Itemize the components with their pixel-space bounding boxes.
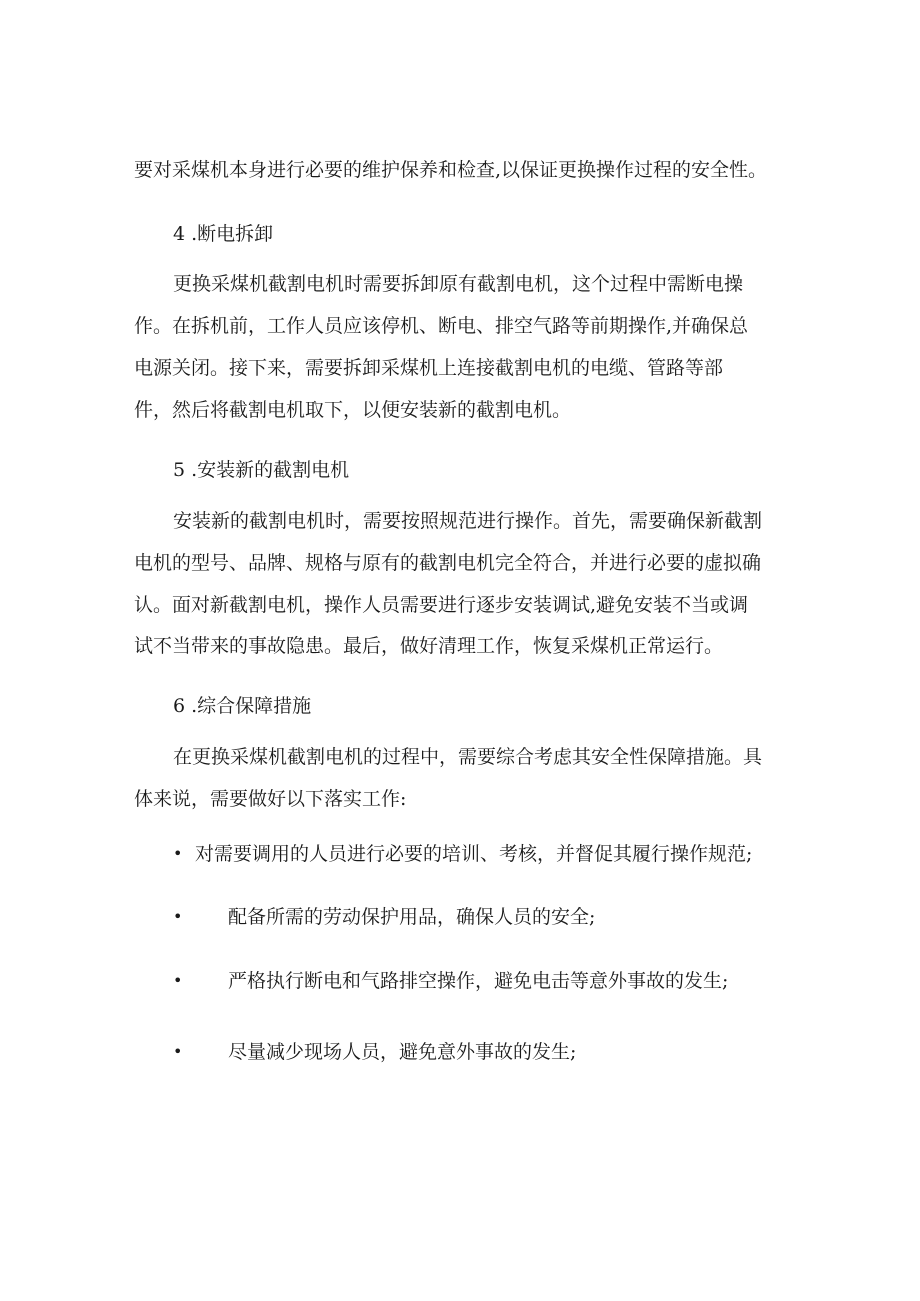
bullet-marker: • (173, 907, 183, 926)
paragraph-line: 电机的型号、品牌、规格与原有的截割电机完全符合，并进行必要的虚拟确 (134, 552, 762, 574)
bullet-marker: • (173, 844, 183, 863)
bullet-item: 严格执行断电和气路排空操作，避免电击等意外事故的发生; (228, 970, 729, 992)
paragraph-line: 认。面对新截割电机，操作人员需要进行逐步安装调试,避免安装不当或调 (134, 594, 749, 616)
bullet-marker: • (173, 971, 183, 990)
section-heading-6: 6 .综合保障措施 (173, 695, 312, 717)
bullet-item: 尽量减少现场人员，避免意外事故的发生; (228, 1041, 577, 1063)
section-heading-4: 4 .断电拆卸 (173, 223, 274, 245)
bullet-item: 配备所需的劳动保护用品，确保人员的安全; (228, 906, 596, 928)
bullet-item: 对需要调用的人员进行必要的培训、考核，并督促其履行操作规范; (195, 843, 753, 865)
paragraph-line: 体来说，需要做好以下落实工作: (134, 788, 407, 810)
paragraph-line: 件，然后将截割电机取下，以便安装新的截割电机。 (134, 399, 572, 421)
paragraph-line: 安装新的截割电机时，需要按照规范进行操作。首先，需要确保新截割 (173, 510, 763, 532)
intro-line: 要对采煤机本身进行必要的维护保养和检查,以保证更换操作过程的安全性。 (134, 159, 768, 181)
paragraph-line: 电源关闭。接下来，需要拆卸采煤机上连接截割电机的电缆、管路等部 (134, 357, 724, 379)
paragraph-line: 作。在拆机前，工作人员应该停机、断电、排空气路等前期操作,并确保总 (134, 315, 749, 337)
paragraph-line: 在更换采煤机截割电机的过程中，需要综合考虑其安全性保障措施。具 (173, 746, 763, 768)
paragraph-line: 试不当带来的事故隐患。最后，做好清理工作，恢复采煤机正常运行。 (134, 635, 724, 657)
section-heading-5: 5 .安装新的截割电机 (173, 459, 350, 481)
bullet-marker: • (173, 1042, 183, 1061)
paragraph-line: 更换采煤机截割电机时需要拆卸原有截割电机，这个过程中需断电操 (173, 273, 744, 295)
